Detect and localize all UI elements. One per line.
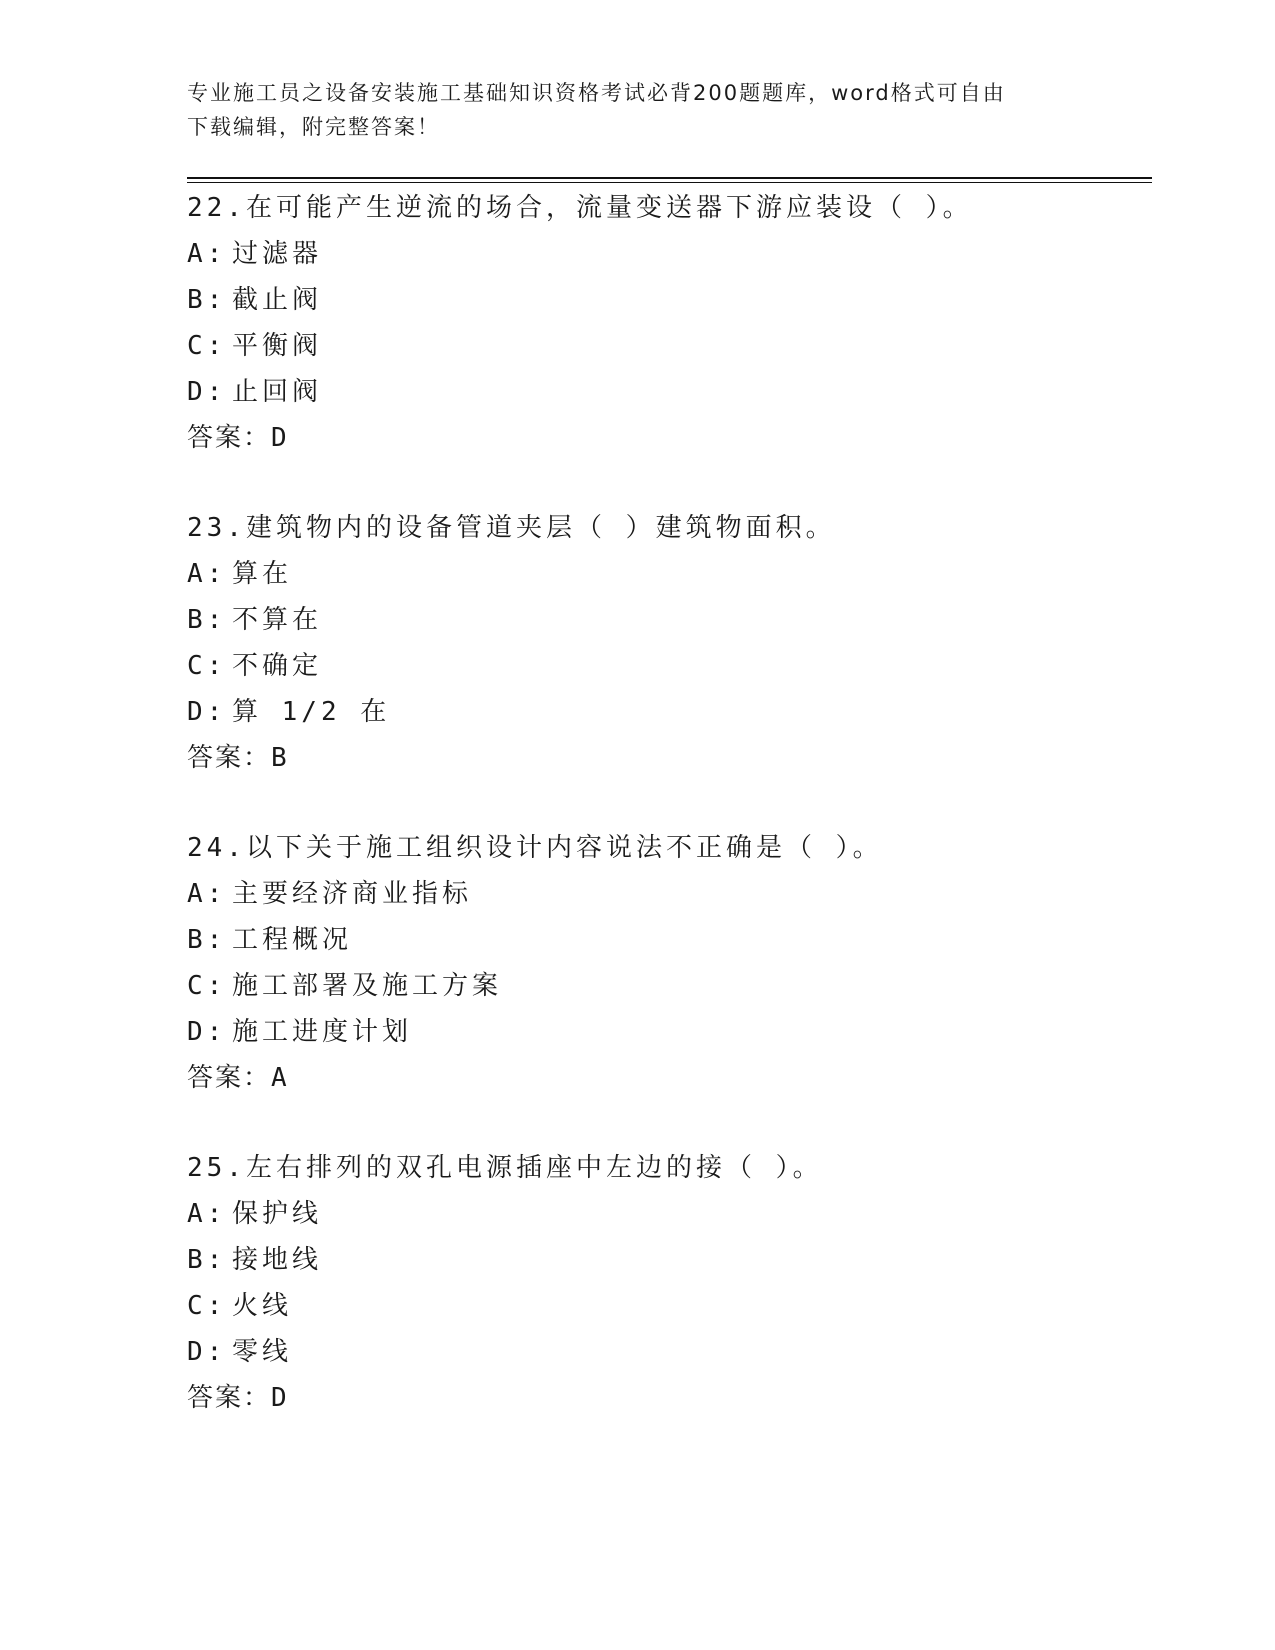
option-text: 不算在 xyxy=(232,605,323,635)
option-d xyxy=(187,1329,1167,1375)
option-letter: B: xyxy=(187,285,227,315)
option-text: 算在 xyxy=(232,559,293,589)
option-d xyxy=(187,369,1167,415)
option-letter: B: xyxy=(187,925,227,955)
option-a xyxy=(187,231,1167,277)
option-a xyxy=(187,1191,1167,1237)
question-stem: 23.建筑物内的设备管道夹层（ ）建筑物面积。 xyxy=(187,513,836,543)
question-stem: 24.以下关于施工组织设计内容说法不正确是（ ）。 xyxy=(187,833,883,863)
option-letter: C: xyxy=(187,651,227,681)
option-d xyxy=(187,689,1167,735)
question-block xyxy=(187,185,1167,461)
option-text: 火线 xyxy=(232,1291,293,1321)
header-line-1: 专业施工员之设备安装施工基础知识资格考试必背200题题库，word格式可自由 xyxy=(187,81,1006,105)
option-letter: A: xyxy=(187,559,227,589)
option-letter: D: xyxy=(187,1337,227,1367)
option-letter: B: xyxy=(187,605,227,635)
option-letter: C: xyxy=(187,1291,227,1321)
header-line-2: 下载编辑，附完整答案！ xyxy=(187,115,440,139)
option-text: 零线 xyxy=(232,1337,293,1367)
option-c xyxy=(187,1283,1167,1329)
header-divider-thin xyxy=(187,182,1152,183)
option-letter: C: xyxy=(187,331,227,361)
option-c xyxy=(187,323,1167,369)
option-text: 不确定 xyxy=(232,651,323,681)
answer-line: 答案：B xyxy=(187,743,289,773)
option-text: 接地线 xyxy=(232,1245,323,1275)
question-block xyxy=(187,1145,1167,1421)
option-b xyxy=(187,277,1167,323)
option-letter: D: xyxy=(187,697,227,727)
document-header xyxy=(187,76,1067,144)
header-divider-thick xyxy=(187,177,1152,179)
option-letter: A: xyxy=(187,1199,227,1229)
option-text: 施工部署及施工方案 xyxy=(232,971,503,1001)
option-text: 工程概况 xyxy=(232,925,353,955)
option-c xyxy=(187,643,1167,689)
answer-line: 答案：D xyxy=(187,423,289,453)
answer-line: 答案：A xyxy=(187,1063,289,1093)
option-letter: A: xyxy=(187,879,227,909)
option-c xyxy=(187,963,1167,1009)
option-text: 平衡阀 xyxy=(232,331,323,361)
question-block xyxy=(187,505,1167,781)
option-d xyxy=(187,1009,1167,1055)
option-text: 施工进度计划 xyxy=(232,1017,413,1047)
question-stem: 25.左右排列的双孔电源插座中左边的接（ ）。 xyxy=(187,1153,823,1183)
option-b xyxy=(187,597,1167,643)
option-b xyxy=(187,917,1167,963)
answer-line: 答案：D xyxy=(187,1383,289,1413)
option-text: 主要经济商业指标 xyxy=(232,879,473,909)
option-text: 截止阀 xyxy=(232,285,323,315)
option-text: 过滤器 xyxy=(232,239,323,269)
option-letter: B: xyxy=(187,1245,227,1275)
option-text: 算 1/2 在 xyxy=(232,697,391,727)
option-a xyxy=(187,551,1167,597)
option-b xyxy=(187,1237,1167,1283)
question-stem: 22.在可能产生逆流的场合，流量变送器下游应装设（ ）。 xyxy=(187,193,973,223)
option-letter: A: xyxy=(187,239,227,269)
option-text: 保护线 xyxy=(232,1199,323,1229)
option-letter: D: xyxy=(187,377,227,407)
question-block xyxy=(187,825,1167,1101)
option-text: 止回阀 xyxy=(232,377,323,407)
option-a xyxy=(187,871,1167,917)
option-letter: C: xyxy=(187,971,227,1001)
option-letter: D: xyxy=(187,1017,227,1047)
